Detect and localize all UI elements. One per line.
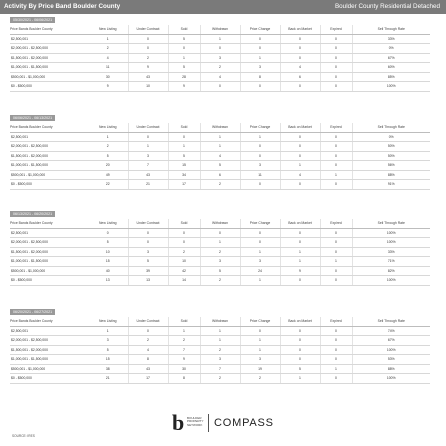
price-band-cell: $2,000,001 - $2,500,000 xyxy=(10,336,88,346)
column-header: Withdrawn xyxy=(200,219,240,228)
value-cell: 1 xyxy=(240,53,280,63)
value-cell: 2 xyxy=(88,44,128,54)
column-header: Expired xyxy=(320,25,352,34)
table-header-row xyxy=(10,25,430,34)
report-title: Activity By Price Band Boulder County xyxy=(4,3,121,10)
value-cell: 100% xyxy=(352,82,430,92)
value-cell: 100% xyxy=(352,238,430,248)
value-cell: 0 xyxy=(280,151,320,161)
value-cell: 0 xyxy=(320,142,352,152)
table-header-row xyxy=(10,123,430,132)
price-band-cell: $2,000,001 - $2,500,000 xyxy=(10,142,88,152)
price-band-cell: $0 - $500,000 xyxy=(10,374,88,384)
column-header: Under Contract xyxy=(128,123,168,132)
value-cell: 0 xyxy=(240,44,280,54)
column-header: Sell Through Rate xyxy=(352,123,430,132)
value-cell: 4 xyxy=(88,53,128,63)
logo-divider xyxy=(208,414,209,432)
column-header: Back on Market xyxy=(280,219,320,228)
value-cell: 0% xyxy=(352,44,430,54)
price-band-cell: $0 - $500,000 xyxy=(10,82,88,92)
value-cell: 2 xyxy=(168,247,200,257)
activity-table xyxy=(10,123,430,190)
value-cell: 3 xyxy=(88,336,128,346)
value-cell: 0 xyxy=(320,228,352,238)
activity-table xyxy=(10,317,430,384)
value-cell: 0 xyxy=(128,228,168,238)
value-cell: 1 xyxy=(320,257,352,267)
table-row xyxy=(10,44,430,54)
column-header: Price Change xyxy=(240,25,280,34)
value-cell: 0 xyxy=(280,180,320,190)
value-cell: 0 xyxy=(320,374,352,384)
value-cell: 5 xyxy=(200,161,240,171)
value-cell: 14 xyxy=(168,276,200,286)
value-cell: 0% xyxy=(352,132,430,142)
value-cell: 1 xyxy=(200,34,240,44)
value-cell: 3 xyxy=(200,53,240,63)
value-cell: 0 xyxy=(320,132,352,142)
value-cell: 91% xyxy=(352,180,430,190)
value-cell: 5 xyxy=(168,151,200,161)
table-row xyxy=(10,53,430,63)
column-header: Price Bands Boulder County xyxy=(10,219,88,228)
value-cell: 100% xyxy=(352,374,430,384)
value-cell: 2 xyxy=(240,374,280,384)
value-cell: 0 xyxy=(320,72,352,82)
value-cell: 0 xyxy=(200,82,240,92)
column-header: Back on Market xyxy=(280,25,320,34)
value-cell: 1 xyxy=(168,53,200,63)
value-cell: 5 xyxy=(280,364,320,374)
brokerage-logo xyxy=(172,412,312,438)
price-band-cell: $1,500,001 - $2,000,000 xyxy=(10,53,88,63)
column-header: Expired xyxy=(320,123,352,132)
value-cell: 2 xyxy=(200,374,240,384)
value-cell: 9 xyxy=(128,63,168,73)
value-cell: 1 xyxy=(240,247,280,257)
value-cell: 60% xyxy=(352,63,430,73)
table-row xyxy=(10,82,430,92)
value-cell: 3 xyxy=(240,63,280,73)
value-cell: 21 xyxy=(88,374,128,384)
value-cell: 2 xyxy=(200,63,240,73)
value-cell: 24 xyxy=(240,266,280,276)
value-cell: 7 xyxy=(128,161,168,171)
value-cell: 1 xyxy=(200,238,240,248)
value-cell: 15 xyxy=(88,355,128,365)
table-row xyxy=(10,276,430,286)
value-cell: 1 xyxy=(168,142,200,152)
value-cell: 0 xyxy=(320,151,352,161)
value-cell: 22 xyxy=(88,180,128,190)
value-cell: 3 xyxy=(128,151,168,161)
value-cell: 43 xyxy=(128,72,168,82)
column-header: New Listing xyxy=(88,123,128,132)
value-cell: 50% xyxy=(352,142,430,152)
value-cell: 0 xyxy=(320,345,352,355)
source-note: SOURCE: IRES xyxy=(12,434,35,438)
value-cell: 0 xyxy=(280,276,320,286)
column-header: Sold xyxy=(168,219,200,228)
value-cell: 9 xyxy=(168,355,200,365)
value-cell: 2 xyxy=(128,53,168,63)
date-range-label: 06/06/2021 - 06/13/2021 xyxy=(10,115,55,121)
value-cell: 0 xyxy=(88,228,128,238)
value-cell: 0 xyxy=(320,53,352,63)
price-band-cell: $1,000,001 - $1,500,000 xyxy=(10,63,88,73)
value-cell: 100% xyxy=(352,276,430,286)
value-cell: 0 xyxy=(128,326,168,336)
table-row xyxy=(10,170,430,180)
value-cell: 30 xyxy=(88,72,128,82)
value-cell: 0 xyxy=(280,355,320,365)
price-band-cell: $2,500,001 xyxy=(10,326,88,336)
value-cell: 3 xyxy=(200,355,240,365)
price-band-cell: $1,000,001 - $1,500,000 xyxy=(10,257,88,267)
table-row xyxy=(10,72,430,82)
price-band-cell: $2,000,001 - $2,500,000 xyxy=(10,238,88,248)
value-cell: 1 xyxy=(168,326,200,336)
value-cell: 19 xyxy=(240,364,280,374)
column-header: Expired xyxy=(320,219,352,228)
value-cell: 42 xyxy=(168,266,200,276)
value-cell: 43 xyxy=(128,364,168,374)
value-cell: 1 xyxy=(240,276,280,286)
value-cell: 3 xyxy=(240,257,280,267)
value-cell: 0 xyxy=(320,34,352,44)
value-cell: 1 xyxy=(240,132,280,142)
date-range-label: 05/30/2021 - 06/06/2021 xyxy=(10,17,55,23)
value-cell: 8 xyxy=(168,374,200,384)
value-cell: 74% xyxy=(352,326,430,336)
value-cell: 33% xyxy=(352,34,430,44)
table-row xyxy=(10,228,430,238)
value-cell: 11 xyxy=(88,63,128,73)
table-row xyxy=(10,326,430,336)
value-cell: 3 xyxy=(240,161,280,171)
table-row xyxy=(10,180,430,190)
table-row xyxy=(10,345,430,355)
brokerage-logo-letter: b xyxy=(172,410,185,435)
value-cell: 33% xyxy=(352,247,430,257)
value-cell: 0 xyxy=(240,82,280,92)
value-cell: 0 xyxy=(280,336,320,346)
value-cell: 71% xyxy=(352,257,430,267)
column-header: Price Bands Boulder County xyxy=(10,123,88,132)
value-cell: 0 xyxy=(240,34,280,44)
value-cell: 0 xyxy=(200,228,240,238)
value-cell: 0 xyxy=(320,180,352,190)
value-cell: 7 xyxy=(200,364,240,374)
value-cell: 0 xyxy=(128,238,168,248)
value-cell: 0 xyxy=(320,266,352,276)
value-cell: 28 xyxy=(168,72,200,82)
value-cell: 0 xyxy=(280,82,320,92)
price-band-cell: $2,000,001 - $2,500,000 xyxy=(10,44,88,54)
value-cell: 0 xyxy=(280,132,320,142)
value-cell: 5 xyxy=(168,34,200,44)
price-band-cell: $500,001 - $1,000,000 xyxy=(10,170,88,180)
table-row xyxy=(10,63,430,73)
value-cell: 43 xyxy=(128,170,168,180)
price-band-cell: $500,001 - $1,000,000 xyxy=(10,72,88,82)
activity-table xyxy=(10,219,430,286)
price-band-cell: $500,001 - $1,000,000 xyxy=(10,266,88,276)
value-cell: 39 xyxy=(128,266,168,276)
report-header-bar xyxy=(0,0,446,14)
compass-logo: COMPASS xyxy=(214,417,274,429)
column-header: New Listing xyxy=(88,219,128,228)
value-cell: 4 xyxy=(280,170,320,180)
column-header: Price Change xyxy=(240,219,280,228)
table-row xyxy=(10,151,430,161)
brokerage-logo-text: BOULDER PROPERTY NETWORK xyxy=(187,416,204,427)
value-cell: 1 xyxy=(240,345,280,355)
value-cell: 2 xyxy=(88,142,128,152)
value-cell: 0 xyxy=(168,44,200,54)
value-cell: 0 xyxy=(240,228,280,238)
value-cell: 0 xyxy=(240,151,280,161)
value-cell: 15 xyxy=(168,161,200,171)
table-row xyxy=(10,238,430,248)
price-band-cell: $0 - $500,000 xyxy=(10,276,88,286)
value-cell: 13 xyxy=(88,276,128,286)
value-cell: 38 xyxy=(88,364,128,374)
value-cell: 2 xyxy=(200,180,240,190)
value-cell: 1 xyxy=(200,142,240,152)
value-cell: 0 xyxy=(280,238,320,248)
value-cell: 40 xyxy=(88,266,128,276)
value-cell: 0 xyxy=(128,132,168,142)
column-header: New Listing xyxy=(88,25,128,34)
price-band-cell: $2,500,001 xyxy=(10,34,88,44)
column-header: Under Contract xyxy=(128,317,168,326)
table-row xyxy=(10,34,430,44)
column-header: Price Change xyxy=(240,317,280,326)
value-cell: 5 xyxy=(128,257,168,267)
value-cell: 5 xyxy=(168,63,200,73)
value-cell: 5 xyxy=(88,151,128,161)
value-cell: 0 xyxy=(280,142,320,152)
value-cell: 0 xyxy=(280,345,320,355)
price-band-cell: $1,500,001 - $2,000,000 xyxy=(10,151,88,161)
value-cell: 0 xyxy=(240,142,280,152)
value-cell: 2 xyxy=(200,276,240,286)
report-subtitle: Boulder County Residential Detached xyxy=(334,3,440,10)
value-cell: 0 xyxy=(168,132,200,142)
value-cell: 1 xyxy=(200,132,240,142)
table-row xyxy=(10,266,430,276)
price-band-cell: $1,500,001 - $2,000,000 xyxy=(10,247,88,257)
value-cell: 3 xyxy=(200,257,240,267)
price-band-cell: $2,500,001 xyxy=(10,132,88,142)
column-header: Price Change xyxy=(240,123,280,132)
column-header: Sell Through Rate xyxy=(352,219,430,228)
value-cell: 4 xyxy=(128,345,168,355)
price-band-cell: $0 - $500,000 xyxy=(10,180,88,190)
value-cell: 50% xyxy=(352,151,430,161)
value-cell: 0 xyxy=(280,228,320,238)
value-cell: 0 xyxy=(320,276,352,286)
column-header: Sell Through Rate xyxy=(352,25,430,34)
value-cell: 17 xyxy=(128,374,168,384)
value-cell: 0 xyxy=(320,326,352,336)
value-cell: 0 xyxy=(280,326,320,336)
column-header: Sold xyxy=(168,25,200,34)
value-cell: 56% xyxy=(352,161,430,171)
value-cell: 17 xyxy=(168,180,200,190)
table-row xyxy=(10,161,430,171)
price-band-cell: $1,000,001 - $1,500,000 xyxy=(10,355,88,365)
value-cell: 1 xyxy=(88,132,128,142)
value-cell: 5 xyxy=(88,238,128,248)
value-cell: 53% xyxy=(352,355,430,365)
value-cell: 0 xyxy=(320,161,352,171)
price-band-cell: $1,000,001 - $1,500,000 xyxy=(10,161,88,171)
value-cell: 15 xyxy=(88,257,128,267)
value-cell: 0 xyxy=(280,44,320,54)
value-cell: 13 xyxy=(128,276,168,286)
value-cell: 2 xyxy=(128,336,168,346)
value-cell: 6 xyxy=(200,170,240,180)
value-cell: 1 xyxy=(200,326,240,336)
value-cell: 8 xyxy=(240,72,280,82)
value-cell: 0 xyxy=(240,238,280,248)
value-cell: 9 xyxy=(168,82,200,92)
price-band-cell: $2,500,001 xyxy=(10,228,88,238)
value-cell: 0 xyxy=(320,63,352,73)
value-cell: 0 xyxy=(200,44,240,54)
value-cell: 1 xyxy=(128,142,168,152)
value-cell: 21 xyxy=(128,180,168,190)
column-header: Withdrawn xyxy=(200,25,240,34)
value-cell: 1 xyxy=(280,374,320,384)
table-row xyxy=(10,132,430,142)
value-cell: 10 xyxy=(88,247,128,257)
value-cell: 4 xyxy=(200,72,240,82)
table-row xyxy=(10,355,430,365)
value-cell: 0 xyxy=(320,355,352,365)
table-row xyxy=(10,142,430,152)
table-header-row xyxy=(10,219,430,228)
column-header: Withdrawn xyxy=(200,123,240,132)
value-cell: 2 xyxy=(168,336,200,346)
value-cell: 1 xyxy=(240,336,280,346)
value-cell: 1 xyxy=(280,161,320,171)
value-cell: 67% xyxy=(352,53,430,63)
value-cell: 0 xyxy=(168,228,200,238)
value-cell: 9 xyxy=(280,266,320,276)
column-header: Sold xyxy=(168,123,200,132)
value-cell: 0 xyxy=(280,34,320,44)
price-band-cell: $500,001 - $1,000,000 xyxy=(10,364,88,374)
value-cell: 100% xyxy=(352,345,430,355)
value-cell: 4 xyxy=(200,151,240,161)
value-cell: 0 xyxy=(240,326,280,336)
table-row xyxy=(10,247,430,257)
column-header: Price Bands Boulder County xyxy=(10,317,88,326)
value-cell: 10 xyxy=(168,257,200,267)
value-cell: 0 xyxy=(320,336,352,346)
date-range-label: 06/13/2021 - 06/20/2021 xyxy=(10,211,55,217)
value-cell: 0 xyxy=(320,247,352,257)
column-header: Expired xyxy=(320,317,352,326)
value-cell: 1 xyxy=(320,170,352,180)
value-cell: 0 xyxy=(320,44,352,54)
column-header: Under Contract xyxy=(128,219,168,228)
column-header: Back on Market xyxy=(280,123,320,132)
value-cell: 0 xyxy=(128,34,168,44)
value-cell: 20 xyxy=(88,161,128,171)
value-cell: 88% xyxy=(352,364,430,374)
table-header-row xyxy=(10,317,430,326)
value-cell: 0 xyxy=(240,180,280,190)
activity-table xyxy=(10,25,430,92)
value-cell: 49 xyxy=(88,170,128,180)
value-cell: 34 xyxy=(168,170,200,180)
value-cell: 88% xyxy=(352,170,430,180)
table-row xyxy=(10,336,430,346)
date-range-label: 06/20/2021 - 06/27/2021 xyxy=(10,309,55,315)
value-cell: 0 xyxy=(128,44,168,54)
value-cell: 1 xyxy=(320,364,352,374)
price-band-cell: $1,500,001 - $2,000,000 xyxy=(10,345,88,355)
value-cell: 3 xyxy=(240,355,280,365)
value-cell: 0 xyxy=(320,238,352,248)
column-header: Back on Market xyxy=(280,317,320,326)
column-header: Price Bands Boulder County xyxy=(10,25,88,34)
table-row xyxy=(10,374,430,384)
value-cell: 5 xyxy=(200,266,240,276)
column-header: New Listing xyxy=(88,317,128,326)
table-row xyxy=(10,257,430,267)
column-header: Sell Through Rate xyxy=(352,317,430,326)
value-cell: 2 xyxy=(200,247,240,257)
value-cell: 0 xyxy=(320,82,352,92)
value-cell: 30 xyxy=(168,364,200,374)
value-cell: 4 xyxy=(280,63,320,73)
value-cell: 1 xyxy=(88,34,128,44)
value-cell: 1 xyxy=(88,326,128,336)
value-cell: 67% xyxy=(352,336,430,346)
value-cell: 5 xyxy=(88,345,128,355)
column-header: Under Contract xyxy=(128,25,168,34)
table-row xyxy=(10,364,430,374)
value-cell: 82% xyxy=(352,266,430,276)
column-header: Sold xyxy=(168,317,200,326)
value-cell: 1 xyxy=(200,336,240,346)
value-cell: 3 xyxy=(128,247,168,257)
value-cell: 0 xyxy=(280,53,320,63)
value-cell: 6 xyxy=(280,72,320,82)
value-cell: 100% xyxy=(352,228,430,238)
value-cell: 0 xyxy=(168,238,200,248)
value-cell: 8 xyxy=(128,355,168,365)
value-cell: 2 xyxy=(200,345,240,355)
value-cell: 1 xyxy=(280,257,320,267)
value-cell: 7 xyxy=(168,345,200,355)
value-cell: 85% xyxy=(352,72,430,82)
value-cell: 1 xyxy=(280,247,320,257)
value-cell: 11 xyxy=(240,170,280,180)
value-cell: 10 xyxy=(128,82,168,92)
column-header: Withdrawn xyxy=(200,317,240,326)
value-cell: 9 xyxy=(88,82,128,92)
